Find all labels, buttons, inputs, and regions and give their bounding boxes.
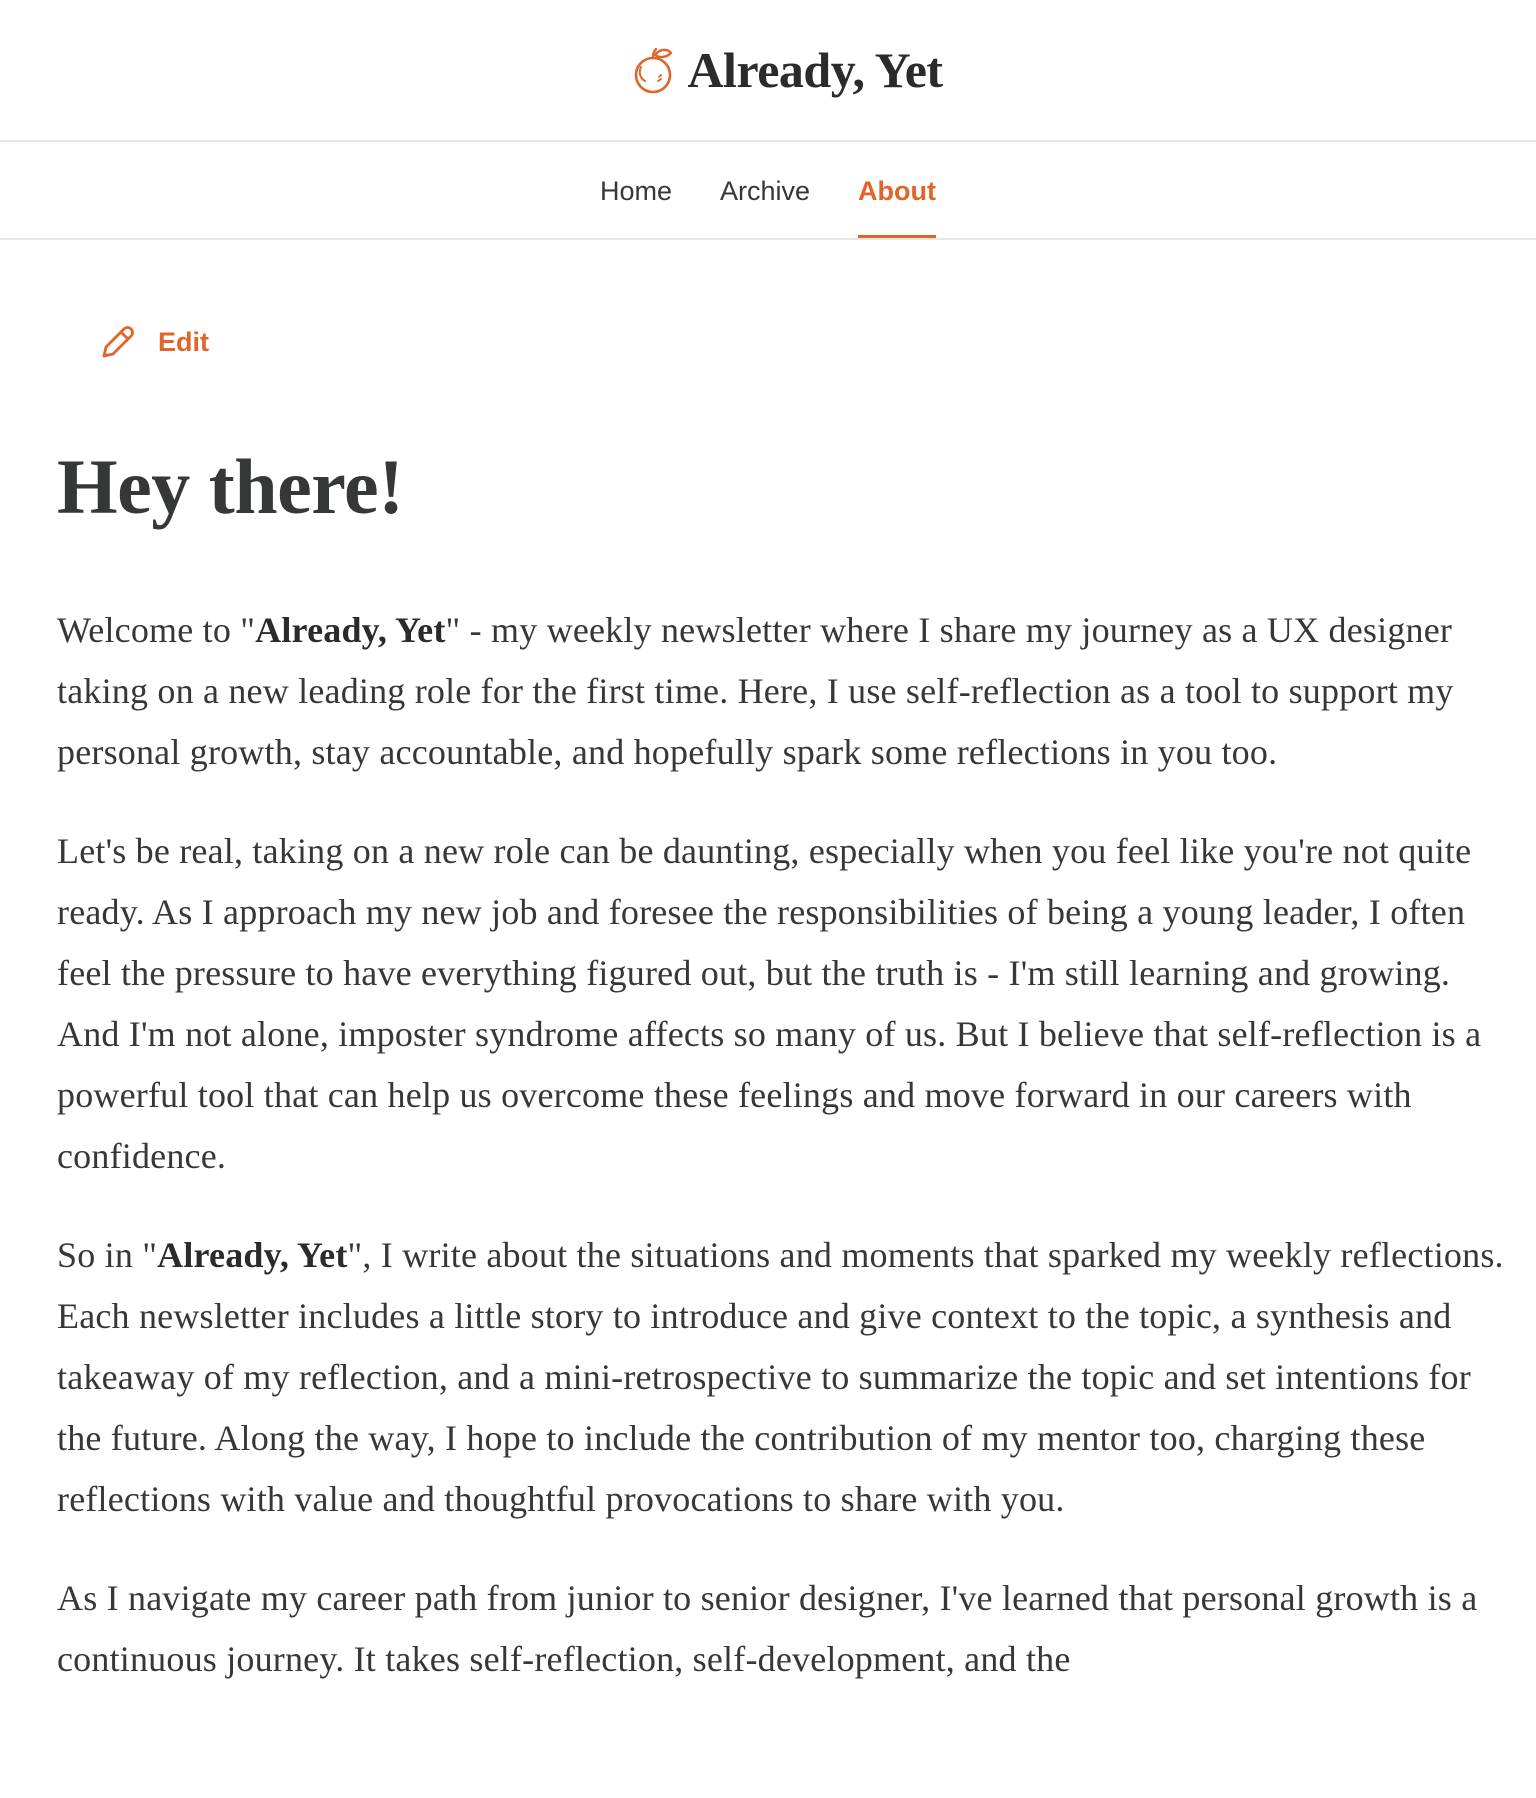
- newsletter-name: Already, Yet: [255, 609, 446, 650]
- paragraph-new-role: Let's be real, taking on a new role can be daunting, especially when you feel like you're not quite ready. As I approach my new job and foresee the responsibilities of being a young leader, I often feel the pressure to have everything figured out, but the truth is - I'm still learning and growing. And I'm not alone, imposter syndrome affects so many of us. But I believe that self-reflection is a powerful tool that can help us overcome these feelings and move forward in our careers with confidence.: [57, 830, 1482, 1176]
- paragraph-text: Welcome to ": [57, 609, 256, 650]
- paragraph-text: So in ": [57, 1234, 158, 1275]
- edit-button[interactable]: [96, 322, 209, 362]
- pencil-icon: [96, 322, 136, 362]
- paragraph-text: ", I write about the situations and moments that sparked my weekly reflections. Each newsletter includes a little story to introduce and give context to the topic, a synthesis and takeaway of my reflection, and a mini-retrospective to summarize the topic and set intentions for the future. Along the way, I hope to include the contribution of my mentor too, charging these reflections with value and thoughtful provocations to share with you.: [57, 1234, 1504, 1519]
- site-header: [0, 0, 1536, 142]
- tab-archive[interactable]: Archive: [720, 175, 811, 206]
- orange-fruit-icon: [633, 45, 675, 95]
- about-body: [57, 600, 1517, 1690]
- paragraph-text: " - my weekly newsletter where I share my journey as a UX designer taking on a new leading role for the first time. Here, I use self-reflection as a tool to support my personal growth, stay accountable, and hopefully spark some reflections in you too.: [57, 609, 1454, 772]
- edit-label: Edit: [158, 326, 209, 357]
- paragraph-welcome: [57, 600, 1517, 783]
- brand-link[interactable]: [633, 42, 943, 98]
- paragraph-format: [57, 1225, 1517, 1530]
- paragraph-career-path: As I navigate my career path from junior to senior designer, I've learned that personal growth is a continuous journey. It takes self-reflection, self-development, and the: [57, 1577, 1478, 1679]
- site-title: Already, Yet: [687, 42, 943, 98]
- newsletter-name: Already, Yet: [157, 1234, 348, 1275]
- tab-home[interactable]: Home: [599, 175, 673, 206]
- page-title: Hey there!: [57, 443, 404, 530]
- tab-about[interactable]: About: [858, 142, 936, 238]
- main-nav: [0, 142, 1536, 240]
- about-content: [57, 440, 1517, 1728]
